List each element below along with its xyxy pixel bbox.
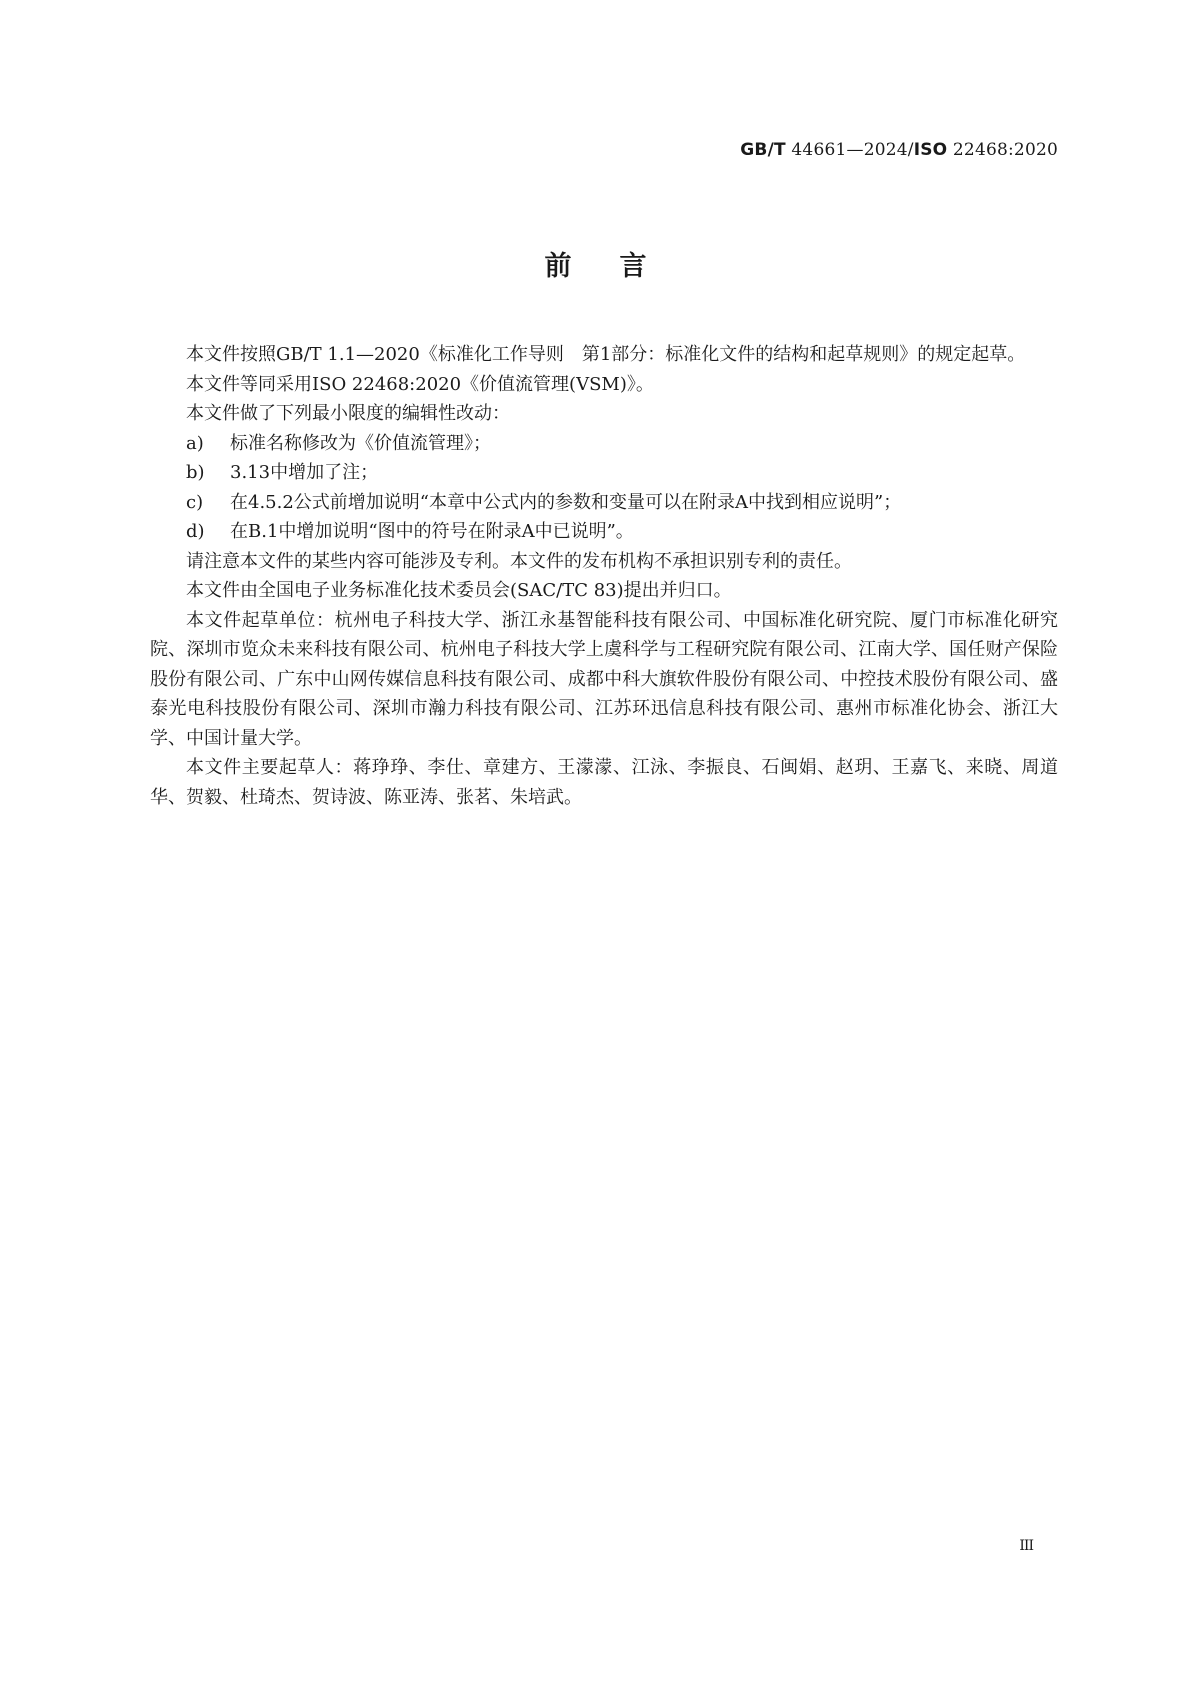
paragraph-patent-notice: 请注意本文件的某些内容可能涉及专利。本文件的发布机构不承担识别专利的责任。 — [186, 550, 852, 572]
standard-code-iso-number: 22468:2020 — [947, 140, 1058, 160]
list-marker: b) — [186, 462, 205, 483]
list-text: 在4.5.2公式前增加说明“本章中公式内的参数和变量可以在附录A中找到相应说明”； — [230, 491, 902, 513]
list-marker: c) — [186, 491, 204, 513]
list-text: 在B.1中增加说明“图中的符号在附录A中已说明”。 — [230, 521, 634, 542]
paragraph-drafters: 本文件主要起草人：蒋琤琤、李仕、章建方、王濛濛、江泳、李振良、石闽娟、赵玥、王嘉飞、来晓、周道华、贺毅、杜琦杰、贺诗波、陈亚涛、张茗、朱培武。 — [150, 757, 1058, 808]
list-marker: d) — [186, 521, 205, 542]
paragraph-drafting-rules: 本文件按照GB/T 1.1—2020《标准化工作导则 第1部分：标准化文件的结构和起草规则》的规定起草。 — [186, 344, 1026, 365]
list-item — [150, 517, 1058, 547]
list-item — [150, 488, 1058, 518]
foreword-body — [150, 340, 1058, 812]
standard-code-iso: ISO — [913, 140, 948, 160]
page-number: III — [1019, 1538, 1033, 1554]
list-text: 3.13中增加了注； — [230, 462, 379, 483]
paragraph-changes-intro: 本文件做了下列最小限度的编辑性改动： — [186, 403, 510, 424]
standard-code-prefix: GB/T — [740, 140, 786, 160]
page-title: 前言 — [544, 251, 695, 282]
list-text: 标准名称修改为《价值流管理》； — [230, 432, 491, 454]
paragraph-adoption: 本文件等同采用ISO 22468:2020《价值流管理(VSM)》。 — [186, 373, 654, 395]
paragraph-proposer: 本文件由全国电子业务标准化技术委员会(SAC/TC 83)提出并归口。 — [186, 580, 732, 601]
list-item — [150, 429, 1058, 459]
standard-code — [740, 140, 1058, 160]
paragraph-drafting-units: 本文件起草单位：杭州电子科技大学、浙江永基智能科技有限公司、中国标准化研究院、厦门市标准化研究院、深圳市览众未来科技有限公司、杭州电子科技大学上虞科学与工程研究院有限公司、江南大学、国任财产保险股份有限公司、广东中山网传媒信息科技有限公司、成都中科大旗软件股份有限公司、中控技术股份有限公司、盛泰光电科技股份有限公司、深圳市瀚力科技有限公司、江苏环迅信息科技有限公司、惠州市标准化协会、浙江大学、中国计量大学。 — [150, 609, 1058, 749]
standard-code-number: 44661—2024/ — [785, 140, 914, 160]
list-marker: a) — [186, 432, 204, 454]
list-item — [150, 458, 1058, 488]
